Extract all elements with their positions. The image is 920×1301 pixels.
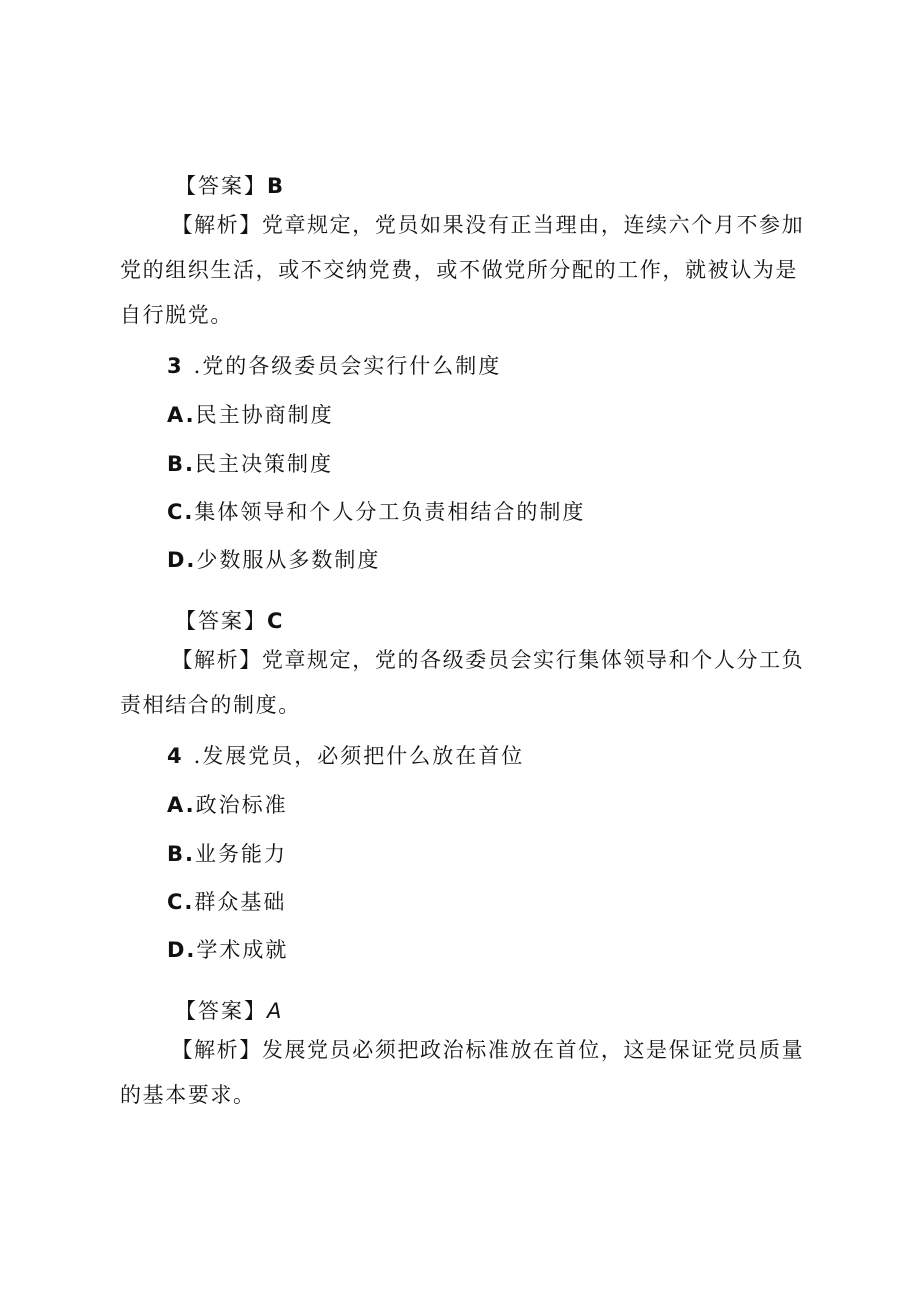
option-d [167, 544, 380, 574]
option-d [167, 934, 288, 964]
option-letter: D. [167, 548, 197, 572]
question-number: 3 [167, 354, 184, 378]
option-c [167, 496, 585, 526]
analysis-tag: 【解析】 [171, 213, 262, 237]
question-text: .党的各级委员会实行什么制度 [193, 354, 502, 378]
option-text: 政治标准 [195, 793, 288, 817]
analysis-paragraph [120, 1028, 810, 1118]
option-letter: D. [167, 938, 197, 962]
question-stem [167, 740, 524, 770]
option-text: 民主决策制度 [194, 452, 333, 476]
option-c [167, 886, 286, 916]
answer-line [175, 995, 283, 1025]
analysis-tag: 【解析】 [171, 648, 262, 672]
option-text: 群众基础 [194, 890, 287, 914]
analysis-paragraph [120, 638, 810, 728]
answer-value: A [267, 999, 284, 1023]
question-stem [167, 350, 501, 380]
option-text: 学术成就 [196, 938, 289, 962]
answer-tag: 【答案】 [175, 609, 267, 633]
question-number: 4 [167, 744, 184, 768]
option-a [167, 789, 288, 819]
option-text: 民主协商制度 [195, 403, 334, 427]
option-letter: B. [167, 452, 195, 476]
option-text: 业务能力 [194, 842, 287, 866]
answer-value: B [267, 174, 286, 198]
option-letter: A. [167, 403, 196, 427]
answer-tag: 【答案】 [175, 174, 267, 198]
analysis-text: 发展党员必须把政治标准放在首位，这是保证党员质量的基本要求。 [120, 1038, 805, 1107]
option-letter: C. [167, 890, 195, 914]
answer-value: C [267, 609, 285, 633]
answer-line [175, 605, 284, 635]
option-b [167, 838, 287, 868]
answer-line [175, 170, 285, 200]
analysis-text: 党章规定，党员如果没有正当理由，连续六个月不参加党的组织生活，或不交纳党费，或不做党所分配的工作，就被认为是自行脱党。 [120, 213, 805, 327]
option-letter: B. [167, 842, 195, 866]
option-letter: C. [167, 500, 195, 524]
option-letter: A. [167, 793, 196, 817]
option-a [167, 399, 334, 429]
analysis-text: 党章规定，党的各级委员会实行集体领导和个人分工负责相结合的制度。 [120, 648, 805, 717]
analysis-paragraph [120, 203, 810, 338]
option-b [167, 448, 333, 478]
answer-tag: 【答案】 [175, 999, 267, 1023]
analysis-tag: 【解析】 [171, 1038, 262, 1062]
question-text: .发展党员，必须把什么放在首位 [193, 744, 525, 768]
option-text: 集体领导和个人分工负责相结合的制度 [194, 500, 586, 524]
option-text: 少数服从多数制度 [196, 548, 381, 572]
